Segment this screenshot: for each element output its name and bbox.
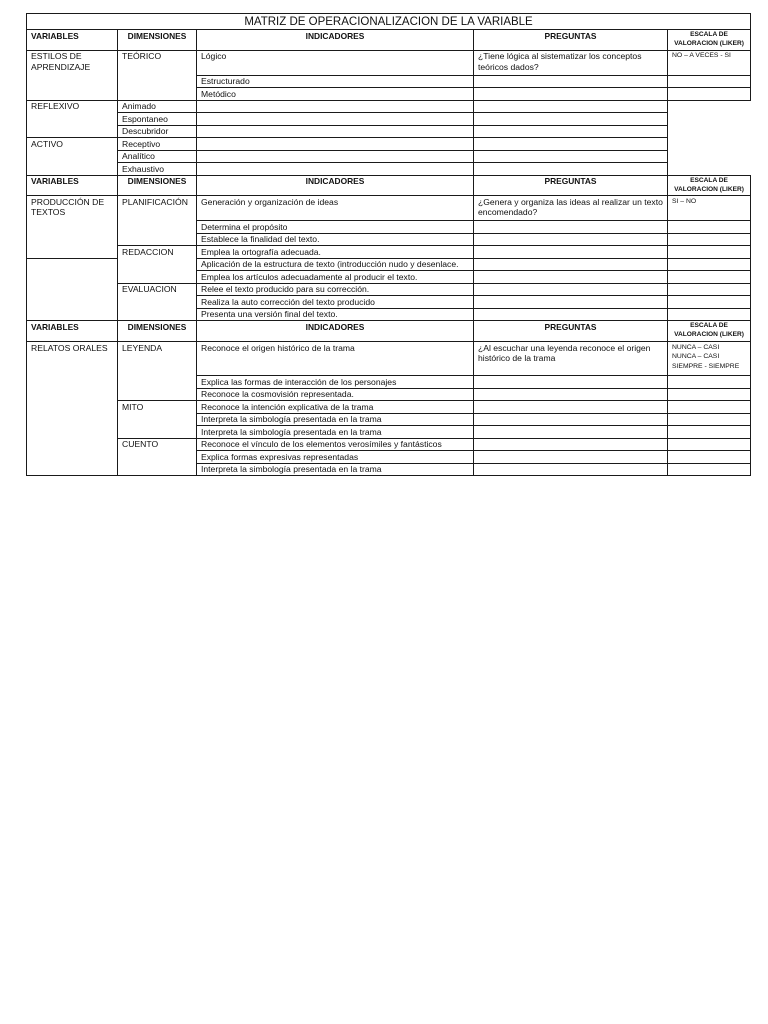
indicator-cell: Reconoce la intención explicativa de la trama <box>197 401 474 413</box>
indicator-cell: Determina el propósito <box>197 221 474 233</box>
scale-cell <box>668 413 751 425</box>
question-cell <box>197 113 474 125</box>
scale-cell <box>668 451 751 463</box>
variable-cell: RELATOS ORALES <box>27 342 118 476</box>
scale-cell <box>668 438 751 450</box>
scale-cell <box>668 271 751 283</box>
scale-cell: NO – A VECES - SI <box>668 50 751 75</box>
header-indicadores: INDICADORES <box>197 30 474 51</box>
scale-cell <box>474 113 668 125</box>
table-row <box>27 50 751 75</box>
indicator-cell: Explica formas expresivas representadas <box>197 451 474 463</box>
indicator-cell: Animado <box>118 100 197 112</box>
table-row <box>27 163 751 175</box>
question-cell <box>197 100 474 112</box>
question-cell <box>474 88 668 100</box>
scale-cell <box>668 401 751 413</box>
indicator-cell: Emplea la ortografía adecuada. <box>197 246 474 258</box>
scale-cell <box>668 342 751 376</box>
header-row <box>27 175 751 196</box>
question-cell: ¿Genera y organiza las ideas al realizar un texto encomendado? <box>474 196 668 221</box>
indicator-cell: Interpreta la simbología presentada en la trama <box>197 413 474 425</box>
scale-cell <box>668 463 751 475</box>
question-cell <box>197 150 474 162</box>
indicator-cell: Aplicación de la estructura de texto (introducción nudo y desenlace. <box>197 258 474 270</box>
scale-cell <box>668 308 751 320</box>
question-cell <box>474 438 668 450</box>
header-indicadores: INDICADORES <box>197 321 474 342</box>
variable-cell: ESTILOS DE APRENDIZAJE <box>27 50 118 100</box>
header-row <box>27 30 751 51</box>
scale-cell <box>668 75 751 87</box>
indicator-cell: Relee el texto producido para su corrección. <box>197 283 474 295</box>
question-cell <box>474 451 668 463</box>
question-cell: ¿Al escuchar una leyenda reconoce el origen histórico de la trama <box>474 342 668 376</box>
scale-line: SIEMPRE - SIEMPRE <box>672 362 740 370</box>
scale-cell <box>668 221 751 233</box>
question-cell <box>474 463 668 475</box>
scale-line: NUNCA – CASI <box>672 353 720 361</box>
dimension-cell: MITO <box>118 401 197 438</box>
header-escala: ESCALA DE VALORACION (LIKER) <box>668 30 751 51</box>
scale-cell <box>474 163 668 175</box>
table-row <box>27 283 751 295</box>
indicator-cell: Receptivo <box>118 138 197 150</box>
scale-cell <box>668 246 751 258</box>
table-row <box>27 401 751 413</box>
header-dimensiones: DIMENSIONES <box>118 175 197 196</box>
indicator-cell: Reconoce la cosmovisión representada. <box>197 388 474 400</box>
dimension-cell: REDACCION <box>118 246 197 283</box>
scale-cell <box>474 138 668 150</box>
scale-cell <box>668 296 751 308</box>
question-cell <box>474 388 668 400</box>
header-escala: ESCALA DE VALORACION (LIKER) <box>668 321 751 342</box>
indicator-cell: Analítico <box>118 150 197 162</box>
indicator-cell: Exhaustivo <box>118 163 197 175</box>
indicator-cell: Interpreta la simbología presentada en la trama <box>197 426 474 438</box>
scale-cell <box>668 388 751 400</box>
question-cell <box>474 75 668 87</box>
table-row <box>27 113 751 125</box>
question-cell <box>197 138 474 150</box>
indicator-cell: Lógico <box>197 50 474 75</box>
matrix-title: MATRIZ DE OPERACIONALIZACION DE LA VARIABLE <box>27 14 751 30</box>
question-cell <box>474 376 668 388</box>
indicator-cell: Emplea los artículos adecuadamente al producir el texto. <box>197 271 474 283</box>
header-preguntas: PREGUNTAS <box>474 321 668 342</box>
scale-cell <box>668 426 751 438</box>
question-cell <box>474 413 668 425</box>
dimension-cell: EVALUACION <box>118 283 197 320</box>
header-preguntas: PREGUNTAS <box>474 30 668 51</box>
question-cell <box>197 163 474 175</box>
scale-cell <box>668 258 751 270</box>
dimension-cell: LEYENDA <box>118 342 197 401</box>
question-cell <box>474 258 668 270</box>
scale-cell <box>474 150 668 162</box>
variable-spacer <box>27 258 118 320</box>
indicator-cell: Explica las formas de interacción de los personajes <box>197 376 474 388</box>
header-variables: VARIABLES <box>27 30 118 51</box>
header-variables: VARIABLES <box>27 321 118 342</box>
question-cell <box>474 308 668 320</box>
indicator-cell: Presenta una versión final del texto. <box>197 308 474 320</box>
scale-cell <box>474 125 668 137</box>
table-row <box>27 342 751 376</box>
variable-cell: PRODUCCIÓN DE TEXTOS <box>27 196 118 258</box>
indicator-cell: Interpreta la simbología presentada en la trama <box>197 463 474 475</box>
scale-cell <box>668 376 751 388</box>
scale-cell <box>668 283 751 295</box>
dimension-cell: REFLEXIVO <box>27 100 118 137</box>
question-cell <box>474 233 668 245</box>
indicator-cell: Metódico <box>197 88 474 100</box>
header-indicadores: INDICADORES <box>197 175 474 196</box>
indicator-cell: Reconoce el origen histórico de la trama <box>197 342 474 376</box>
header-preguntas: PREGUNTAS <box>474 175 668 196</box>
header-row <box>27 321 751 342</box>
indicator-cell: Espontaneo <box>118 113 197 125</box>
table-row <box>27 438 751 450</box>
indicator-cell: Realiza la auto corrección del texto producido <box>197 296 474 308</box>
scale-cell: SI – NO <box>668 196 751 221</box>
indicator-cell: Descubridor <box>118 125 197 137</box>
table-row <box>27 246 751 258</box>
dimension-cell: ACTIVO <box>27 138 118 175</box>
question-cell <box>197 125 474 137</box>
question-cell <box>474 271 668 283</box>
question-cell <box>474 246 668 258</box>
question-cell <box>474 426 668 438</box>
question-cell <box>474 401 668 413</box>
header-dimensiones: DIMENSIONES <box>118 30 197 51</box>
header-dimensiones: DIMENSIONES <box>118 321 197 342</box>
indicator-cell: Estructurado <box>197 75 474 87</box>
operationalization-matrix <box>26 13 751 476</box>
dimension-cell: CUENTO <box>118 438 197 475</box>
indicator-cell: Reconoce el vínculo de los elementos verosímiles y fantásticos <box>197 438 474 450</box>
question-cell: ¿Tiene lógica al sistematizar los conceptos teóricos dados? <box>474 50 668 75</box>
header-variables: VARIABLES <box>27 175 118 196</box>
question-cell <box>474 296 668 308</box>
scale-cell <box>668 88 751 100</box>
table-row <box>27 138 751 150</box>
dimension-cell: PLANIFICACIÓN <box>118 196 197 246</box>
scale-line: NUNCA – CASI <box>672 343 720 351</box>
question-cell <box>474 221 668 233</box>
dimension-cell: TEÓRICO <box>118 50 197 100</box>
table-row <box>27 100 751 112</box>
header-escala: ESCALA DE VALORACION (LIKER) <box>668 175 751 196</box>
scale-cell <box>668 233 751 245</box>
table-row <box>27 150 751 162</box>
scale-cell <box>474 100 668 112</box>
question-cell <box>474 283 668 295</box>
indicator-cell: Establece la finalidad del texto. <box>197 233 474 245</box>
table-row <box>27 196 751 221</box>
table-row <box>27 125 751 137</box>
indicator-cell: Generación y organización de ideas <box>197 196 474 221</box>
